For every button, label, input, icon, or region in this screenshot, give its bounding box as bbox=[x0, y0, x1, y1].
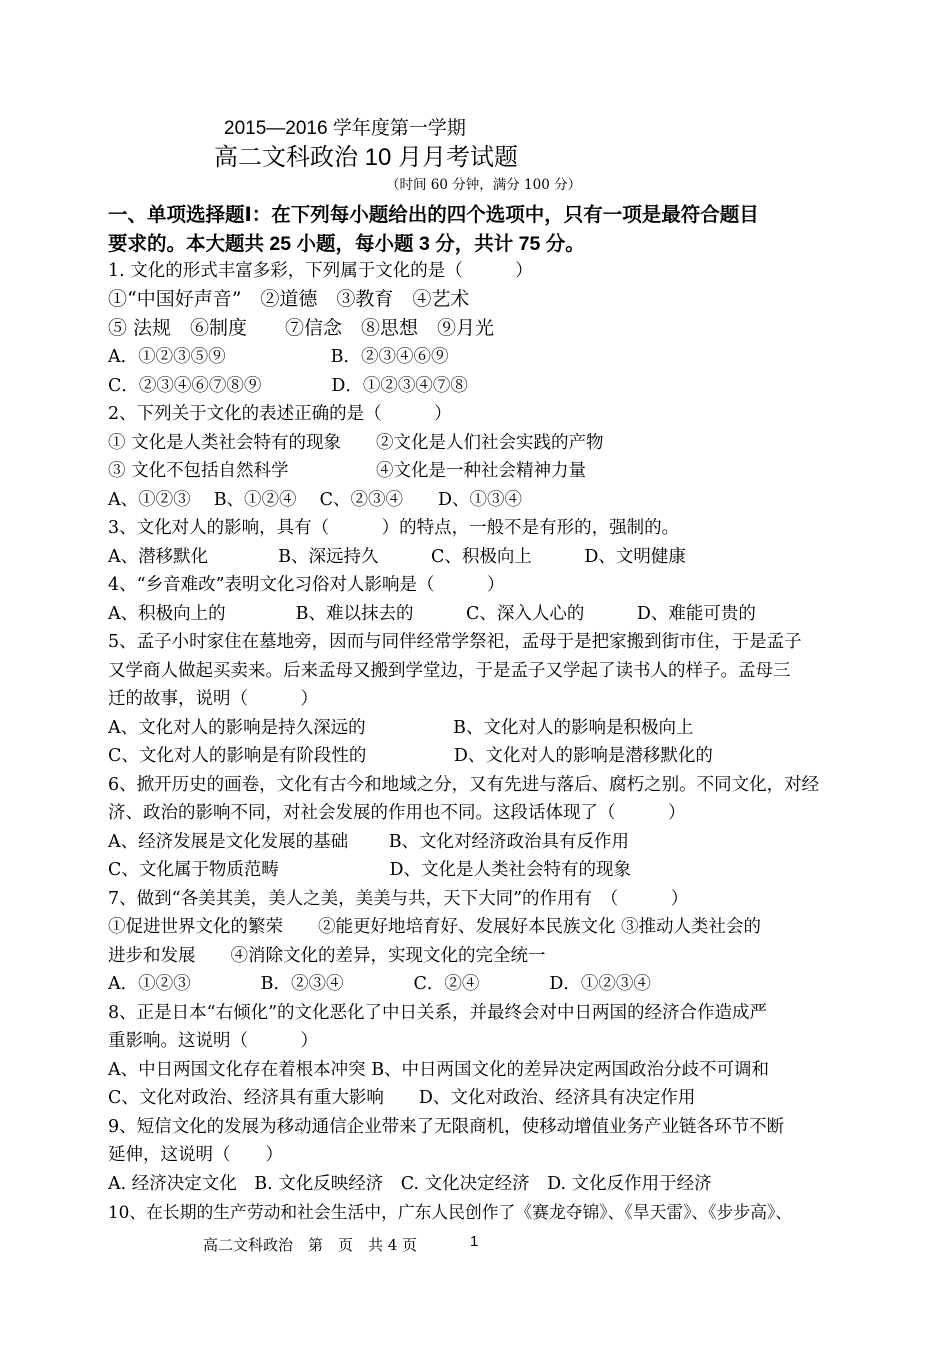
question-line: C、文化对人的影响是有阶段性的 D、文化对人的影响是潜移默化的 bbox=[108, 746, 713, 766]
exam-title: 高二文科政治 10 月月考试题 bbox=[214, 144, 519, 171]
question-line: A．①②③⑤⑨ B．②③④⑥⑨ bbox=[108, 347, 449, 367]
question-line: 9、短信文化的发展为移动通信企业带来了无限商机，使移动增值业务产业链各环节不断 bbox=[108, 1117, 785, 1137]
question-line: 延伸，这说明（ ） bbox=[108, 1145, 283, 1165]
question-line: A. 经济决定文化 B. 文化反映经济 C. 文化决定经济 D. 文化反作用于经济 bbox=[108, 1174, 712, 1194]
question-line: ⑤ 法规 ⑥制度 ⑦信念 ⑧思想 ⑨月光 bbox=[108, 317, 495, 339]
question-line: A、中日两国文化存在着根本冲突 B、中日两国文化的差异决定两国政治分歧不可调和 bbox=[108, 1060, 770, 1080]
question-line: A、积极向上的 B、难以抹去的 C、深入人心的 D、难能可贵的 bbox=[108, 604, 756, 624]
question-line: 6、掀开历史的画卷，文化有古今和地域之分，又有先进与落后、腐朽之别。不同文化，对经 bbox=[108, 775, 820, 795]
section-heading-cont: 要求的。本大题共 25 小题，每小题 3 分，共计 75 分。 bbox=[108, 233, 585, 255]
question-line: 2、下列关于文化的表述正确的是（ ） bbox=[108, 404, 452, 424]
question-line: 济、政治的影响不同，对社会发展的作用也不同。这段话体现了（ ） bbox=[108, 803, 686, 823]
question-line: 3、文化对人的影响，具有（ ）的特点，一般不是有形的，强制的。 bbox=[108, 518, 680, 538]
question-line: ①“中国好声音” ②道德 ③教育 ④艺术 bbox=[108, 288, 470, 310]
question-line: 10、在长期的生产劳动和社会生活中，广东人民创作了《赛龙夺锦》、《旱天雷》、《步步高》、 bbox=[108, 1202, 793, 1222]
question-line: C．②③④⑥⑦⑧⑨ D．①②③④⑦⑧ bbox=[108, 376, 468, 396]
school-year: 2015—2016 学年度第一学期 bbox=[224, 118, 466, 139]
page-footer: 高二文科政治 第 页 共 4 页 bbox=[203, 1236, 418, 1254]
question-line: 5、孟子小时家住在墓地旁，因而与同伴经常学祭祀，孟母于是把家搬到街市住，于是孟子 bbox=[108, 632, 802, 652]
question-line: 进步和发展 ④消除文化的差异，实现文化的完全统一 bbox=[108, 946, 546, 966]
question-line: ① 文化是人类社会特有的现象 ②文化是人们社会实践的产物 bbox=[108, 433, 604, 453]
page-number: 1 bbox=[470, 1233, 479, 1250]
question-line: A、经济发展是文化发展的基础 B、文化对经济政治具有反作用 bbox=[108, 832, 630, 852]
section-heading: 一、单项选择题Ⅰ：在下列每小题给出的四个选项中，只有一项是最符合题目 bbox=[108, 204, 759, 226]
question-line: 8、正是日本“右倾化”的文化恶化了中日关系，并最终会对中日两国的经济合作造成严 bbox=[108, 1003, 768, 1023]
question-line: 1. 文化的形式丰富多彩，下列属于文化的是（ ） bbox=[108, 261, 533, 281]
question-line: A、文化对人的影响是持久深远的 B、文化对人的影响是积极向上 bbox=[108, 718, 694, 738]
question-line: 重影响。这说明（ ） bbox=[108, 1031, 318, 1051]
question-line: 迁的故事，说明（ ） bbox=[108, 689, 318, 709]
question-line: 又学商人做起买卖来。后来孟母又搬到学堂边，于是孟子又学起了读书人的样子。孟母三 bbox=[108, 661, 791, 681]
question-line: C、文化属于物质范畴 D、文化是人类社会特有的现象 bbox=[108, 860, 631, 880]
question-line: ③ 文化不包括自然科学 ④文化是一种社会精神力量 bbox=[108, 461, 587, 481]
question-line: 4、“乡音难改”表明文化习俗对人影响是（ ） bbox=[108, 575, 505, 595]
question-line: C、文化对政治、经济具有重大影响 D、文化对政治、经济具有决定作用 bbox=[108, 1088, 696, 1108]
exam-subtitle: （时间 60 分钟，满分 100 分） bbox=[386, 177, 582, 193]
question-line: A．①②③ B．②③④ C．②④ D．①②③④ bbox=[108, 974, 651, 994]
question-line: ①促进世界文化的繁荣 ②能更好地培育好、发展好本民族文化 ③推动人类社会的 bbox=[108, 917, 762, 937]
question-line: A、①②③ B、①②④ C、②③④ D、①③④ bbox=[108, 490, 523, 510]
question-line: A、潜移默化 B、深远持久 C、积极向上 D、文明健康 bbox=[108, 547, 686, 567]
question-line: 7、做到“各美其美，美人之美，美美与共，天下大同”的作用有 （ ） bbox=[108, 889, 689, 909]
